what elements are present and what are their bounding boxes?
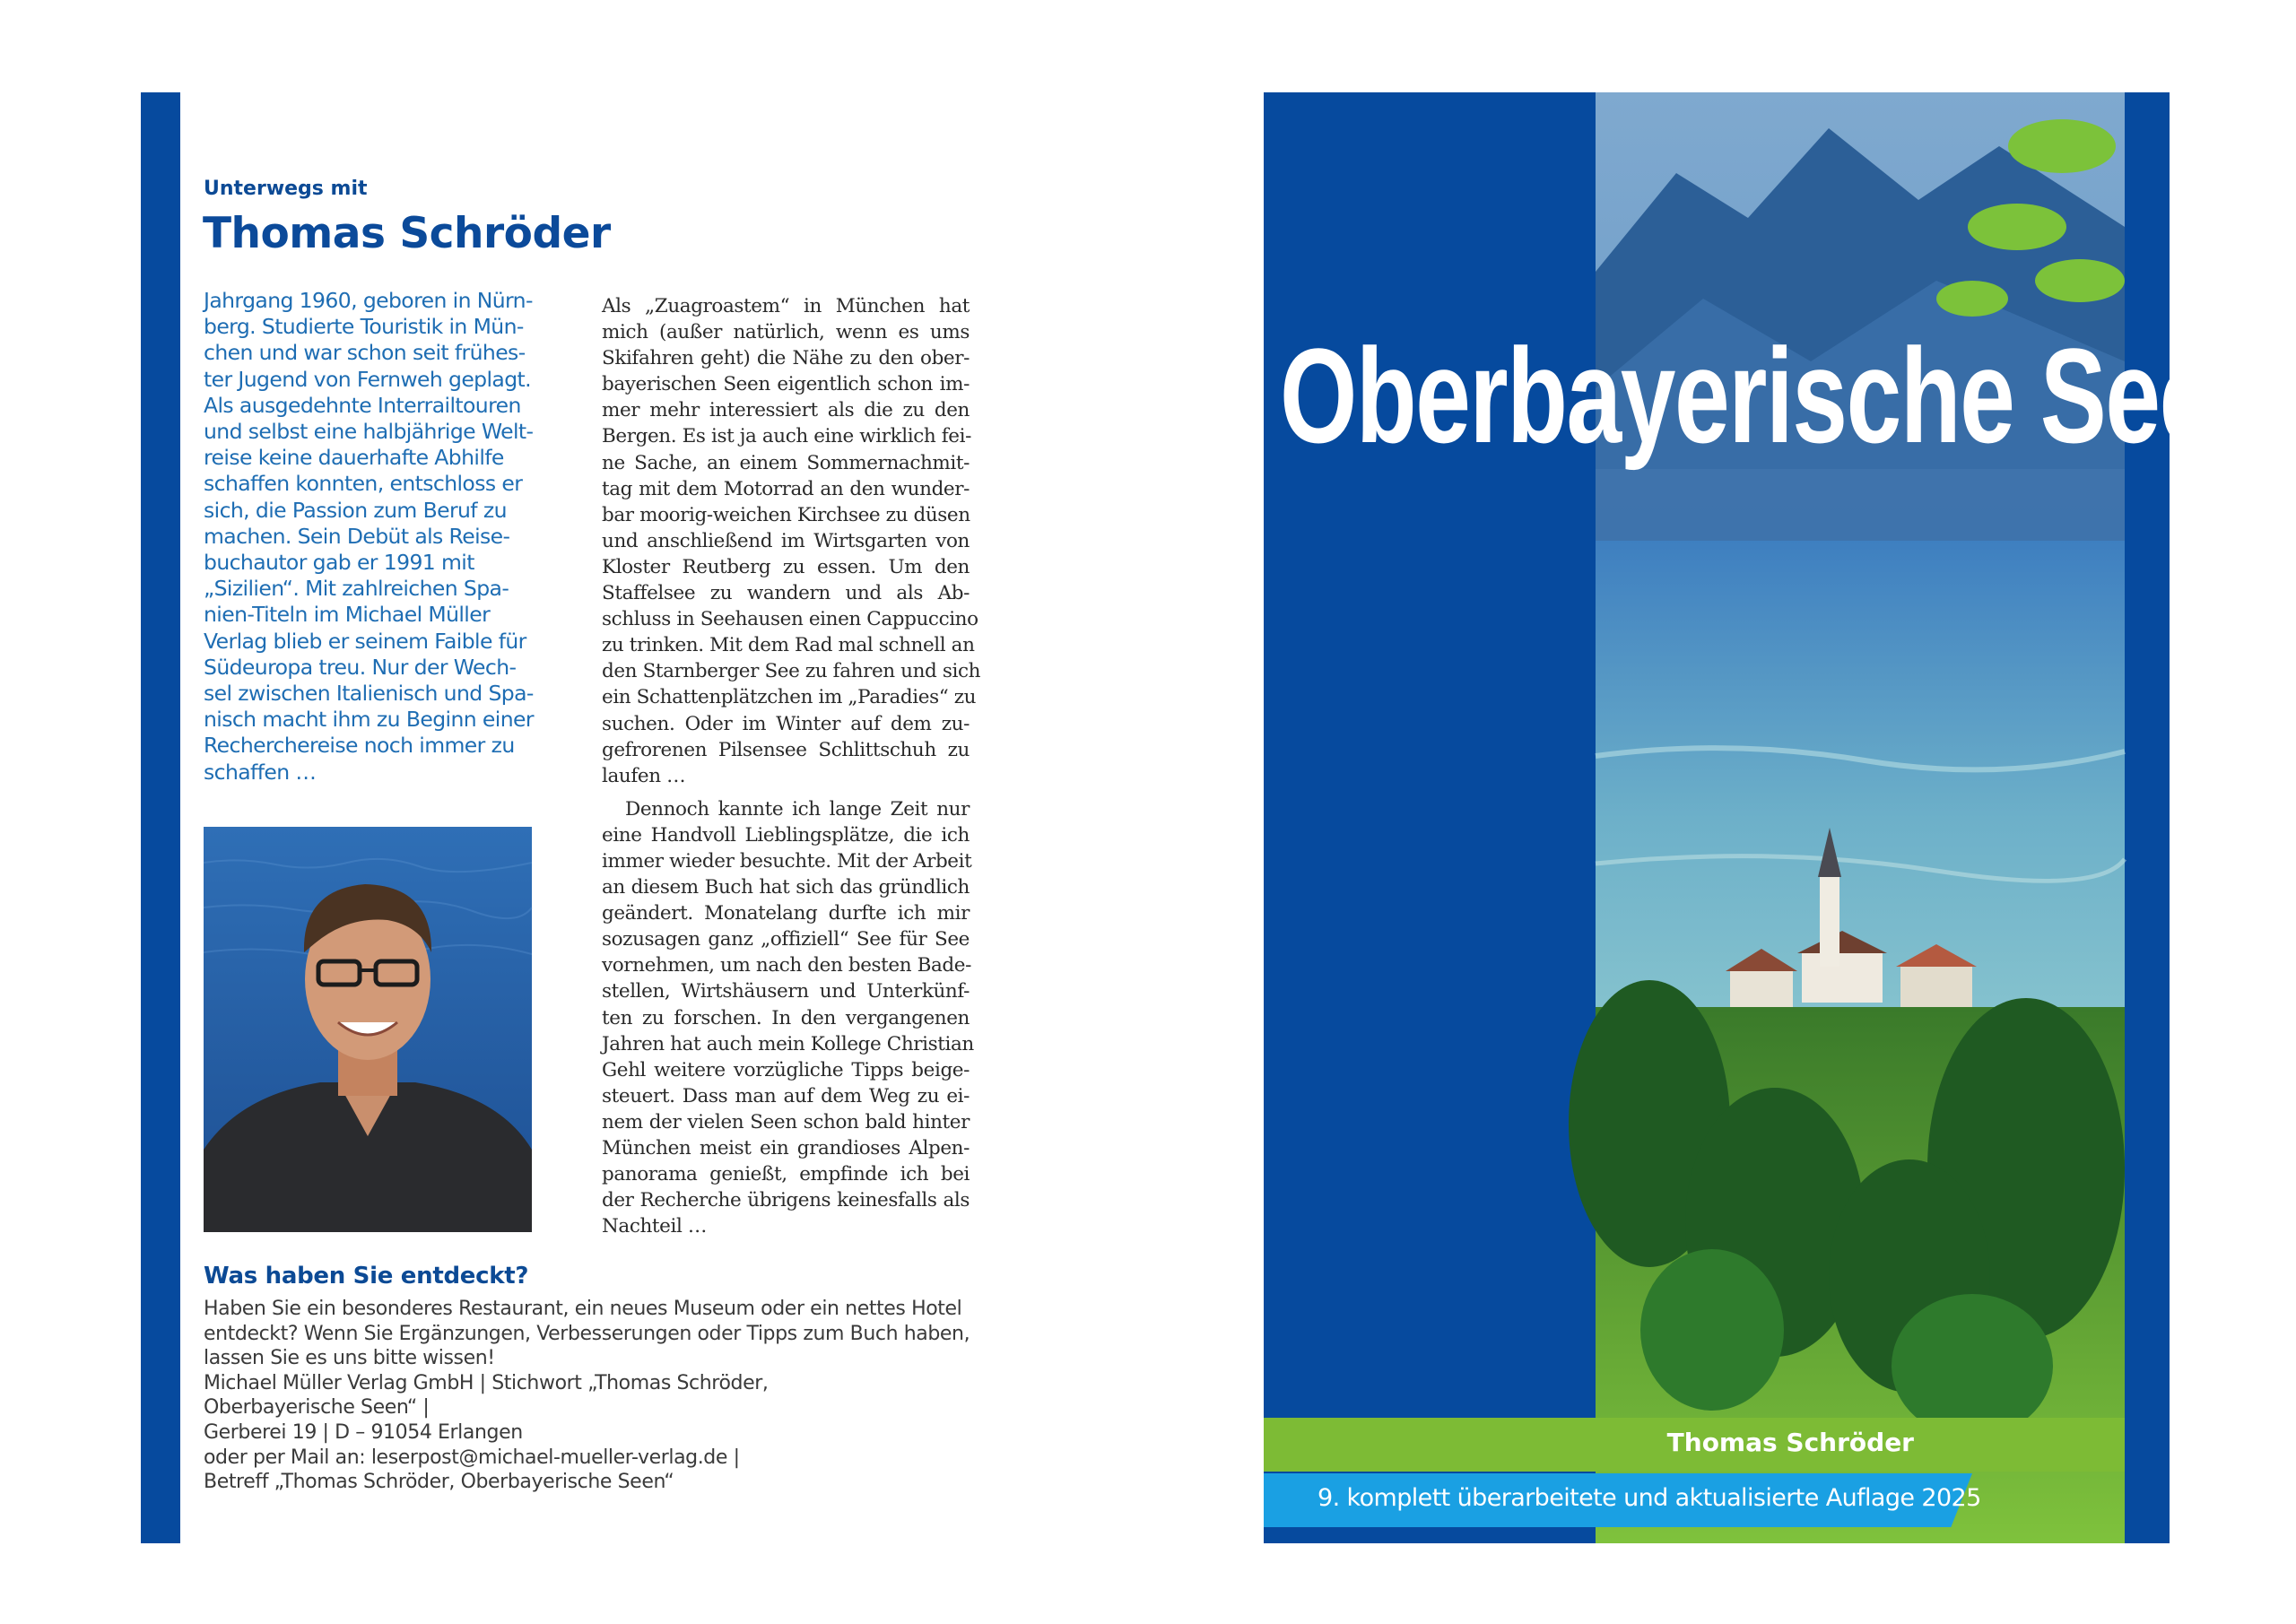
- cover-author-name: Thomas Schröder: [1666, 1428, 1914, 1457]
- intro-para1-line: bayerischen Seen eigentlich schon im-: [602, 373, 970, 396]
- bio-line: Als ausgedehnte Interrailtouren: [204, 392, 521, 418]
- bio-line: reise keine dauerhafte Abhilfe: [204, 445, 504, 471]
- intro-para2-line: Nachteil …: [602, 1215, 707, 1238]
- bio-line: Südeuropa treu. Nur der Wech-: [204, 654, 517, 680]
- intro-para1-line: ne Sache, an einem Sommernachmit-: [602, 451, 970, 474]
- bio-line: buchautor gab er 1991 mit: [204, 550, 474, 576]
- author-photo: [204, 827, 532, 1232]
- intro-para1-line: gefrorenen Pilsensee Schlittschuh zu: [602, 738, 970, 761]
- intro-para2-line: immer wieder besuchte. Mit der Arbeit: [602, 849, 972, 873]
- intro-para1-line: Kloster Reutberg zu essen. Um den: [602, 555, 970, 578]
- bio-line: sich, die Passion zum Beruf zu: [204, 497, 507, 523]
- feedback-heading: Was haben Sie entdeckt?: [204, 1263, 529, 1290]
- feedback-line: lassen Sie es uns bitte wissen!: [204, 1347, 495, 1370]
- intro-para2-line: eine Handvoll Lieblingsplätze, die ich: [602, 823, 970, 847]
- intro-para1-line: Staffelsee zu wandern und als Ab-: [602, 582, 970, 605]
- intro-para2-line: an diesem Buch hat sich das gründlich: [602, 876, 970, 899]
- bio-line: Verlag blieb er seinem Faible für: [204, 628, 526, 654]
- intro-para1-line: zu trinken. Mit dem Rad mal schnell an: [602, 634, 975, 657]
- intro-para1-line: laufen …: [602, 764, 686, 787]
- cover-title: Oberbayerische Seen: [1280, 320, 2274, 471]
- intro-para2-line: Gehl weitere vorzügliche Tipps beige-: [602, 1058, 970, 1081]
- bio-line: berg. Studierte Touristik in Mün-: [204, 314, 524, 340]
- intro-paragraph-1: [602, 293, 981, 789]
- intro-para1-line: und anschließend im Wirtsgarten von: [602, 529, 970, 552]
- intro-para1-line: bar moorig-weichen Kirchsee zu düsen: [602, 503, 970, 526]
- intro-para1-line: suchen. Oder im Winter auf dem zu-: [602, 712, 970, 735]
- intro-para1-line: schluss in Seehausen einen Cappuccino: [602, 608, 978, 631]
- intro-para1-line: Skifahren geht) die Nähe zu den ober-: [602, 347, 970, 370]
- bio-line: „Sizilien“. Mit zahlreichen Spa-: [204, 576, 509, 602]
- feedback-line: Betreff „Thomas Schröder, Oberbayerische Seen“: [204, 1471, 674, 1494]
- intro-para2-line: ten zu forschen. In den vergangenen: [602, 1006, 970, 1029]
- intro-para2-line: geändert. Monatelang durfte ich mir: [602, 902, 970, 925]
- intro-para2-line: panorama genießt, empfinde ich bei: [602, 1163, 970, 1186]
- intro-para2-line: Jahren hat auch mein Kollege Christian: [602, 1032, 974, 1055]
- intro-para2-line: München meist ein grandioses Alpen-: [602, 1137, 970, 1159]
- book-cover: [1264, 92, 2274, 1543]
- left-page-accent-bar: [141, 92, 180, 1543]
- bio-line: nien-Titeln im Michael Müller: [204, 602, 491, 628]
- feedback-line: Oberbayerische Seen“ |: [204, 1396, 430, 1420]
- bio-line: schaffen …: [204, 759, 317, 785]
- intro-para1-line: den Starnberger See zu fahren und sich: [602, 660, 981, 683]
- intro-para2-line: vornehmen, um nach den besten Bade-: [602, 954, 971, 977]
- author-name-heading: Thomas Schröder: [203, 209, 611, 258]
- intro-para2-line: Dennoch kannte ich lange Zeit nur: [625, 797, 970, 821]
- bio-line: und selbst eine halbjährige Welt-: [204, 419, 534, 445]
- intro-para1-line: mich (außer natürlich, wenn es ums: [602, 321, 970, 344]
- bio-line: schaffen konnten, entschloss er: [204, 471, 523, 497]
- cover-lake-photo: [1596, 92, 2125, 1543]
- bio-line: chen und war schon seit frühes-: [204, 340, 526, 366]
- intro-para1-line: Bergen. Es ist ja auch eine wirklich fei-: [602, 425, 971, 448]
- intro-para2-line: steuert. Dass man auf dem Weg zu ei-: [602, 1084, 970, 1107]
- bio-line: machen. Sein Debüt als Reise-: [204, 523, 510, 549]
- bio-line: ter Jugend von Fernweh geplagt.: [204, 366, 532, 392]
- feedback-line: Haben Sie ein besonderes Restaurant, ein neues Museum oder ein nettes Hotel: [204, 1298, 962, 1320]
- intro-para1-line: tag mit dem Motorrad an den wunder-: [602, 477, 970, 500]
- bio-line: Recherchereise noch immer zu: [204, 733, 515, 759]
- bio-line: nisch macht ihm zu Beginn einer: [204, 707, 534, 733]
- author-kicker: Unterwegs mit: [204, 178, 368, 200]
- intro-para2-line: der Recherche übrigens keinesfalls als: [602, 1189, 970, 1212]
- feedback-line: Michael Müller Verlag GmbH | Stichwort „Thomas Schröder,: [204, 1371, 769, 1394]
- intro-para1-line: mer mehr interessiert als die zu den: [602, 399, 970, 422]
- feedback-line: oder per Mail an: leserpost@michael-mueller-verlag.de |: [204, 1446, 740, 1469]
- intro-text-column: [602, 293, 981, 1239]
- intro-para1-line: Als „Zuagroastem“ in München hat: [602, 295, 970, 317]
- feedback-line: Gerberei 19 | D – 91054 Erlangen: [204, 1420, 523, 1444]
- intro-para2-line: stellen, Wirtshäusern und Unterkünf-: [602, 980, 970, 1003]
- feedback-text: [204, 1297, 993, 1495]
- intro-paragraph-2: [602, 796, 974, 1240]
- intro-para1-line: ein Schattenplätzchen im „Paradies“ zu: [602, 686, 977, 709]
- intro-para2-line: sozusagen ganz „offiziell“ See für See: [602, 928, 970, 951]
- bio-line: sel zwischen Italienisch und Spa-: [204, 681, 534, 707]
- bio-line: Jahrgang 1960, geboren in Nürn-: [204, 288, 533, 313]
- edition-label: 9. komplett überarbeitete und aktualisierte Auflage 2025: [1318, 1484, 1981, 1512]
- intro-para2-line: nem der vielen Seen schon bald hinter: [602, 1110, 970, 1133]
- author-bio: [204, 288, 544, 786]
- feedback-line: entdeckt? Wenn Sie Ergänzungen, Verbesserungen oder Tipps zum Buch haben,: [204, 1322, 970, 1345]
